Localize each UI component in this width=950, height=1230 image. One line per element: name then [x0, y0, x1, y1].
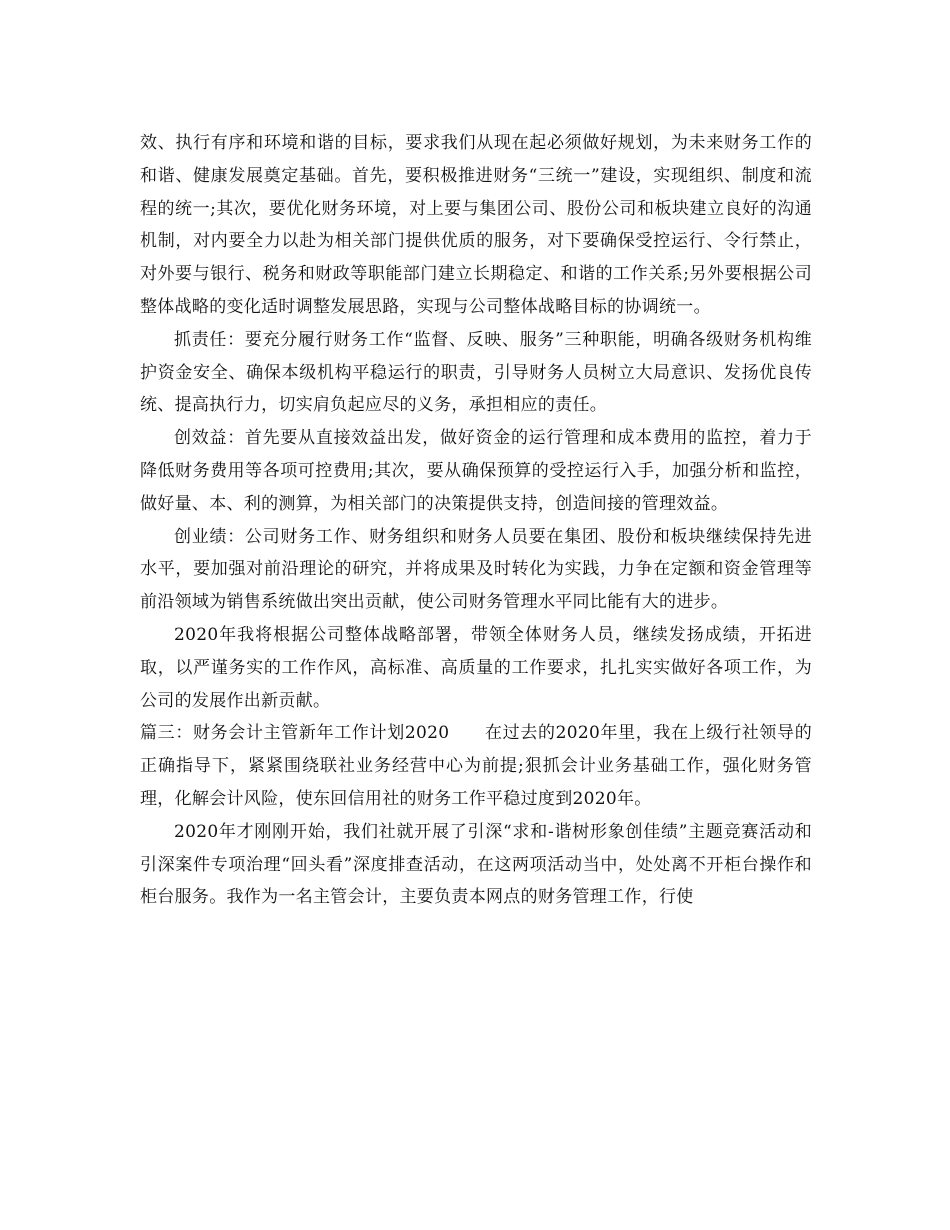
paragraph-3: 创效益：首先要从直接效益出发，做好资金的运行管理和成本费用的监控，着力于降低财务费用等各项可控费用;其次，要从确保预算的受控运行入手，加强分析和监控，做好量、本、利的测算，为相关部门的决策提供支持，创造间接的管理效益。: [140, 428, 812, 514]
paragraph-2: 抓责任：要充分履行财务工作“监督、反映、服务”三种职能，明确各级财务机构维护资金安全、确保本级机构平稳运行的职责，引导财务人员树立大局意识、发扬优良传统、提高执行力，切实肩负起应尽的义务，承担相应的责任。: [140, 329, 812, 416]
paragraph-7: 2020年才刚刚开始，我们社就开展了引深“求和-谐树形象创佳绩”主题竞赛活动和引深案件专项治理“回头看”深度排查活动，在这两项活动当中，处处离不开柜台操作和柜台服务。我作为一名主管会计，主要负责本网点的财务管理工作，行使: [140, 821, 812, 908]
paragraph-1: 效、执行有序和环境和谐的目标，要求我们从现在起必须做好规划，为未来财务工作的和谐、健康发展奠定基础。首先，要积极推进财务“三统一”建设，实现组织、制度和流程的统一;其次，要优化财务环境，对上要与集团公司、股份公司和板块建立良好的沟通机制，对内要全力以赴为相关部门提供优质的服务，对下要确保受控运行、令行禁止，对外要与银行、税务和财政等职能部门建立长期稳定、和谐的工作关系;另外要根据公司整体战略的变化适时调整发展思路，实现与公司整体战略目标的协调统一。: [140, 133, 812, 317]
document-page: [140, 127, 812, 914]
paragraph-5: 2020年我将根据公司整体战略部署，带领全体财务人员，继续发扬成绩，开拓进取，以严谨务实的工作作风，高标准、高质量的工作要求，扎扎实实做好各项工作，为公司的发展作出新贡献。: [140, 624, 812, 711]
paragraph-6-section-heading: 篇三：财务会计主管新年工作计划2020 在过去的2020年里，我在上级行社领导的正确指导下，紧紧围绕联社业务经营中心为前提;狠抓会计业务基础工作，强化财务管理，化解会计风险，使东回信用社的财务工作平稳过度到2020年。: [140, 723, 812, 809]
paragraph-4: 创业绩：公司财务工作、财务组织和财务人员要在集团、股份和板块继续保持先进水平，要加强对前沿理论的研究，并将成果及时转化为实践，力争在定额和资金管理等前沿领域为销售系统做出突出贡献，使公司财务管理水平同比能有大的进步。: [140, 526, 812, 613]
